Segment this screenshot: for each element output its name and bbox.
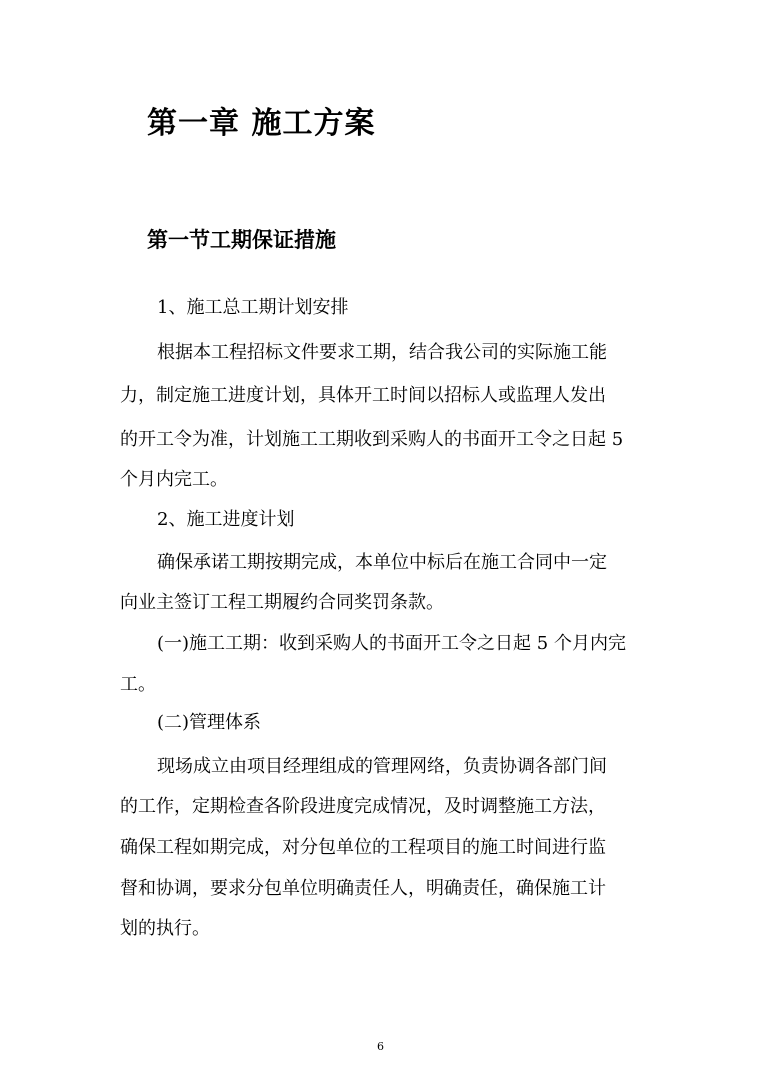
paragraph-line: 个月内完工。 xyxy=(120,469,228,490)
paragraph-line: 督和协调，要求分包单位明确责任人，明确责任，确保施工计 xyxy=(120,878,606,899)
paragraph-line: 向业主签订工程工期履约合同奖罚条款。 xyxy=(120,592,444,613)
paragraph-line: 划的执行。 xyxy=(120,918,210,939)
paragraph-line: 力，制定施工进度计划，具体开工时间以招标人或监理人发出 xyxy=(120,385,606,406)
paragraph-line: 现场成立由项目经理组成的管理网络，负责协调各部门间 xyxy=(157,756,607,777)
subheading-progress-plan: 2、施工进度计划 xyxy=(157,509,295,530)
page-number: 6 xyxy=(377,1040,384,1053)
paragraph-line: 根据本工程招标文件要求工期，结合我公司的实际施工能 xyxy=(157,342,607,363)
paragraph-line: 确保工程如期完成，对分包单位的工程项目的施工时间进行监 xyxy=(120,837,606,858)
paragraph-line: 的开工令为准，计划施工工期收到采购人的书面开工令之日起 5 xyxy=(120,429,624,450)
paragraph-line: (一)施工工期：收到采购人的书面开工令之日起 5 个月内完 xyxy=(157,633,626,654)
paragraph-line: 的工作，定期检查各阶段进度完成情况，及时调整施工方法， xyxy=(120,796,606,817)
chapter-title: 第一章 施工方案 xyxy=(147,106,376,141)
paragraph-line: 工。 xyxy=(120,674,156,695)
paragraph-line: 确保承诺工期按期完成，本单位中标后在施工合同中一定 xyxy=(157,552,607,573)
subheading-management-system: (二)管理体系 xyxy=(157,712,262,733)
section-title: 第一节工期保证措施 xyxy=(147,227,336,252)
subheading-schedule-plan: 1、施工总工期计划安排 xyxy=(157,297,349,318)
